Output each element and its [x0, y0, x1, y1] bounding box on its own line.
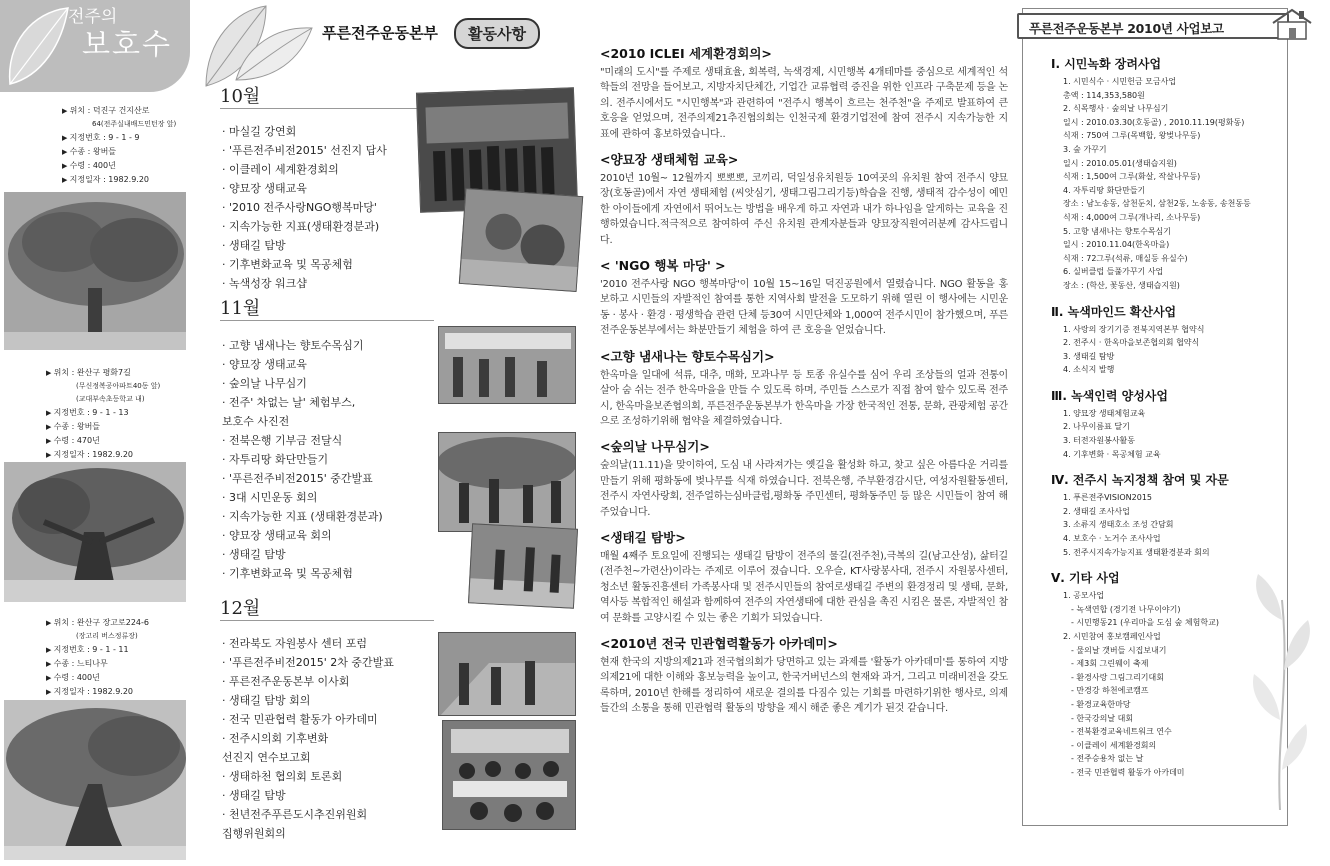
divider: [220, 320, 434, 321]
tree-info-line: ▶ 지정일자 : 1982.9.20: [62, 173, 176, 187]
tree-info-line: 64(전주실내배드민턴장 앞): [92, 120, 177, 128]
banner-title: 보호수: [82, 27, 173, 61]
activity-list-october: [222, 122, 434, 293]
report-item: 5. 고향 냄새나는 향토수목심기: [1063, 226, 1171, 236]
tree-info-line: (교대부속초등학교 내): [76, 395, 145, 403]
photo-academy: [442, 720, 576, 830]
report-item: - 환경교육한마당: [1071, 699, 1131, 709]
report-item: 1. 공모사업: [1063, 591, 1105, 601]
tree-info-line: (장고리 버스정류장): [76, 632, 138, 640]
tree-info-line: ▶ 수령 : 400년: [46, 671, 149, 685]
activity-item: · 양묘장 생태교육: [222, 358, 307, 371]
article-section: [600, 256, 1008, 339]
activity-item: · 전국 민관협력 활동가 아카데미: [222, 713, 378, 726]
activity-item: · '푸른전주비전2015' 2차 중간발표: [222, 656, 394, 669]
report-item: 4. 기후변화 · 목공체험 교육: [1063, 449, 1161, 459]
tree-info-line: ▶ 수령 : 470년: [46, 434, 160, 448]
month-heading-november: 11월: [220, 298, 261, 319]
report-section-items: [1051, 407, 1283, 461]
photo-nursery-education: [459, 188, 583, 292]
article-heading: <양묘장 생태체험 교육>: [600, 152, 739, 168]
tree-info-line: ▶ 위치 : 완산구 장고로224-6: [46, 616, 149, 630]
month-heading-october: 10월: [220, 86, 261, 107]
report-item: 장소 : 남노송동, 삼천둔치, 삼천2동, 노송동, 송천동등: [1063, 199, 1251, 209]
activity-list-november: [222, 336, 434, 583]
activity-item: · 푸른전주운동본부 이사회: [222, 675, 350, 688]
photo-eco-trail: [438, 632, 576, 716]
report-item: 3. 숲 가꾸기: [1063, 144, 1107, 154]
report-section-heading: Ⅲ. 녹색인력 양성사업: [1051, 388, 1168, 403]
tree-info-line: ▶ 위치 : 완산구 평화7길: [46, 366, 160, 380]
report-item: 3. 터전자원봉사활동: [1063, 436, 1135, 446]
tree-info-line: ▶ 지정일자 : 1982.9.20: [46, 685, 149, 699]
report-item: 일시 : 2010.05.01(생태습지원): [1063, 158, 1177, 168]
activity-item: · 생태길 탐방: [222, 789, 286, 802]
activity-item: · 양묘장 생태교육 회의: [222, 529, 332, 542]
tree-info-line: (무신정복공아파트40동 앞): [76, 382, 161, 390]
activity-item: · 자투리땅 화단만들기: [222, 453, 329, 466]
activity-section-badge: 활동사항: [454, 18, 540, 49]
activity-item: · '푸른전주비전2015' 중간발표: [222, 472, 373, 485]
house-icon: [1269, 7, 1315, 41]
report-item: 1. 푸른전주VISION2015: [1063, 493, 1152, 503]
report-item: 식재 : 1,500여 그루(화살, 작살나무등): [1063, 172, 1201, 182]
article-heading: <2010년 전국 민관협력활동가 아카데미>: [600, 635, 838, 651]
banner-subtitle: 전주의: [68, 7, 118, 27]
report-title: 푸른전주운동본부 2010년 사업보고: [1017, 13, 1289, 39]
tree-info-line: ▶ 지정번호 : 9 - 1 - 11: [46, 643, 149, 657]
report-item: - 한국강의날 대회: [1071, 713, 1134, 723]
protected-trees-column: [0, 0, 190, 866]
article-body: 현재 한국의 지방의제21과 전국협의회가 당면하고 있는 과제를 '활동가 아카데미'를 통하여 지방의제21에 대한 이해와 홍보능력을 높이고, 한국거버넌스의 현재와 과거, 그리고 미래비전을 갖도록하며, 2010년 한해를 정리하여 새로운 결의를 다짐수 있는 기회를 마련하기위한 행사로, 의제들간의 소통을 통해 민관협력 활동의 방향을 제시 해준 좋은 계기가 된것 같습니다.: [600, 656, 1008, 715]
report-item: - 전주승용차 없는 날: [1071, 754, 1144, 764]
tree-info-line: ▶ 지정일자 : 1982.9.20: [46, 448, 160, 462]
tree-info-line: ▶ 수종 : 왕버들: [46, 420, 160, 434]
article-heading: <고향 냄새나는 향토수목심기>: [600, 348, 775, 364]
activity-item: · 생태하천 협의회 토론회: [222, 770, 343, 783]
report-item: 2. 생태길 조사사업: [1063, 506, 1130, 516]
activity-item: 보호수 사진전: [222, 415, 290, 428]
photo-tree-planting: [438, 432, 576, 532]
tree-info-line: ▶ 수종 : 느티나무: [46, 657, 149, 671]
activity-item: · 생태길 탐방: [222, 239, 286, 252]
activity-item: · '2010 전주사랑NGO행복마당': [222, 201, 377, 214]
report-item: - 전국 민관협력 활동가 아카데미: [1071, 767, 1185, 777]
article-heading: <숲의날 나무심기>: [600, 439, 710, 455]
article-body: 숲의날(11.11)을 맞이하여, 도심 내 사라져가는 옛길을 활성화 하고, 찾고 싶은 아름다운 거리를 만들기 위해 평화동에 벚나무를 식재 하였습니다. 전북은행, 주부환경감시단, 여성자원활동센터, 전주시 자연사랑회, 전주얼하는심바클럽,평화동 주민센터, 평화동주민 등 많은 시민들이 참여 해 주었습니다.: [600, 460, 1008, 518]
article-body: '2010 전주사랑 NGO 행복마당'이 10월 15~16일 덕진공원에서 열렸습니다. NGO 활동을 홍보하고 시민들의 자발적인 참여를 통한 지역사회 발전을 도모하기 위해 열린 이 행사에는 시민운동 · 봉사 · 환경 · 평생학습 관련 단체 등30여 시민단체와 1,000여 전주시민이 참가했으며, 푸른전주운동본부에서는 화분만들기 체험을 하여 큰 호응을 얻었습니다.: [600, 279, 1008, 337]
report-item: 장소 : (학산, 꽃동산, 생태습지원): [1063, 280, 1180, 290]
tree-info-line: ▶ 지정번호 : 9 - 1 - 9: [62, 131, 176, 145]
month-heading-december: 12월: [220, 598, 261, 619]
article-section: [600, 150, 1008, 248]
plant-decoration-icon: [1240, 560, 1320, 810]
article-section: [600, 528, 1008, 626]
report-item: 일시 : 2010.11.04(한옥마을): [1063, 240, 1170, 250]
activity-section-title: 푸른전주운동본부: [322, 24, 438, 42]
articles-column: [600, 44, 1008, 725]
activity-item: · 양묘장 생태교육: [222, 182, 307, 195]
article-heading: <생태길 탐방>: [600, 529, 686, 545]
activity-list-december: [222, 634, 434, 843]
report-item: 3. 소류지 생태호소 조성 간담회: [1063, 520, 1174, 530]
tree-info-3: [46, 616, 149, 699]
report-item: 식재 : 4,000여 그루(개나리, 소나무등): [1063, 212, 1201, 222]
activity-item: · 고향 냄새나는 향토수목심기: [222, 339, 364, 352]
report-section-items: [1051, 323, 1283, 377]
activity-item: · 녹색성장 워크샵: [222, 277, 307, 290]
protected-trees-banner: [0, 0, 190, 92]
article-section: [600, 347, 1008, 430]
report-item: - 제3회 그린웨이 축제: [1071, 659, 1149, 669]
article-section: [600, 44, 1008, 142]
activity-item: · 전북은행 기부금 전달식: [222, 434, 343, 447]
report-section-heading: Ⅴ. 기타 사업: [1051, 571, 1120, 586]
article-heading: < 'NGO 행복 마당' >: [600, 258, 726, 274]
report-item: - 물의날 갯버들 시집보내기: [1071, 645, 1167, 655]
report-item: 총액 : 114,353,580원: [1063, 90, 1145, 100]
report-item: 6. 실버클럽 들풀가꾸기 사업: [1063, 267, 1164, 277]
report-item: 2. 전주시 · 한옥마을보존협의회 협약식: [1063, 338, 1200, 348]
activity-item: 선진지 연수보고회: [222, 751, 311, 764]
report-item: - 녹색연합 (경기전 나무이야기): [1071, 604, 1181, 614]
leaf-icon: [2, 4, 72, 88]
article-section: [600, 634, 1008, 717]
activity-item: · 전주' 차없는 날' 체험부스,: [222, 396, 356, 409]
report-item: 1. 사랑의 장기기증 전북지역본부 협약식: [1063, 324, 1205, 334]
report-item: 식재 : 72그루(석류, 매실등 유실수): [1063, 253, 1188, 263]
activity-item: · 숲의날 나무심기: [222, 377, 307, 390]
photo-ngo-festival: [438, 326, 576, 404]
report-section-heading: Ⅳ. 전주시 녹지정책 참여 및 자문: [1051, 473, 1229, 488]
photo-forest-day: [468, 523, 578, 608]
report-item: 2. 식목행사 · 숲의날 나무심기: [1063, 104, 1169, 114]
report-section-items: [1051, 75, 1283, 293]
tree-info-line: ▶ 수령 : 400년: [62, 159, 176, 173]
report-item: - 전북환경교육네트워크 연수: [1071, 727, 1172, 737]
activity-item: · 천년전주푸른도시추진위원회: [222, 808, 368, 821]
activity-item: · 3대 시민운동 회의: [222, 491, 318, 504]
report-section-heading: Ⅱ. 녹색마인드 확산사업: [1051, 304, 1177, 319]
report-item: 2. 시민참여 홍보캠페인사업: [1063, 632, 1161, 641]
article-body: 2010년 10월~ 12월까지 뽀뽀뽀, 코끼리, 덕일성유치원등 10여곳의 유치원 참여 전주시 양묘장(호동골)에서 자연 생태체험 (씨앗심기, 생태그림그리기등)학습을 진행, 생태적 감수성이 예민한 아이들에게 자연에서 뛰어노는 방법을 배우게 하고 자연과 내가 하나임을 알게하는 교육을 진행하였습니다.적극적으로 참여하여 주신 유치원 관계자분들과 양묘장직원여러분께 감사드립니다.: [600, 173, 1008, 246]
report-item: - 시민행동21 (우리마을 도심 숲 체험학교): [1071, 618, 1219, 628]
activity-item: · 생태길 탐방 회의: [222, 694, 311, 707]
report-item: 일시 : 2010.03.30(호동골) , 2010.11.19(평화동): [1063, 117, 1245, 127]
activity-item: · 지속가능한 지표(생태환경분과): [222, 220, 380, 233]
activity-item: 집행위원회의: [222, 827, 286, 840]
activity-item: · 전라북도 자원봉사 센터 포럼: [222, 637, 367, 650]
tree-info-line: ▶ 지정번호 : 9 - 1 - 13: [46, 406, 160, 420]
divider: [220, 620, 434, 621]
divider: [220, 108, 434, 109]
report-section-heading: Ⅰ. 시민녹화 장려사업: [1051, 57, 1162, 71]
leaves-decoration-icon: [196, 0, 316, 92]
article-body: 매월 4째주 토요일에 진행되는 생태길 탐방이 전주의 물길(전주천),극복의 길(남고산성), 삶터길(전주천~가련산)이라는 주제로 이루어 졌습니다. 오우슬, KT사랑봉사대, 전주시 자원봉사센터, 청소년 활동진흥센터 가족봉사대 및 전주시민들의 참여로생태길 주변의 환경정리 및 생태, 문화, 역사등 복합적인 해설과 함께하여 전주의 자연생태에 대한 관심을 촉진 시킴은 물론, 자발적인 참여 문화를 고양시킬 수 있는 좋은 기회가 되었습니다.: [600, 550, 1008, 624]
tree-info-line: ▶ 수종 : 왕버들: [62, 145, 176, 159]
activity-item: · 기후변화교육 및 목공체험: [222, 258, 353, 271]
tree-info-line: ▶ 위치 : 덕진구 건지산로: [62, 104, 176, 118]
activity-item: · '푸른전주비전2015' 선진지 답사: [222, 144, 387, 157]
activity-item: · 지속가능한 지표 (생태환경분과): [222, 510, 383, 523]
tree-info-1: [62, 104, 176, 187]
tree-info-2: [46, 366, 160, 462]
activity-item: · 마실길 강연회: [222, 125, 297, 138]
report-item: 1. 양묘장 생태체험교육: [1063, 408, 1146, 418]
report-item: 5. 전주시지속가능지표 생태환경분과 회의: [1063, 547, 1210, 557]
article-heading: <2010 ICLEI 세계환경회의>: [600, 46, 772, 61]
activity-item: · 생태길 탐방: [222, 548, 286, 561]
tree-photo-3: [4, 700, 186, 860]
activity-item: · 전주시의회 기후변화: [222, 732, 329, 745]
article-section: [600, 437, 1008, 520]
tree-photo-1: [4, 192, 186, 350]
activity-item: · 기후변화교육 및 목공체험: [222, 567, 353, 580]
article-body: "미래의 도시"를 주제로 생태효율, 회복력, 녹색경제, 시민행복 4개테마를 중심으로 세계적인 석학들의 전망을 들어보고, 지방자치단체간, 기업간 교류협력 증진을 위한 인프라 구축문제 등을 논의. 전주시에서도 "시민행복"과 관련하여 "전주시 행복이 흐르는 천주천"을 주제로 발표하여 큰 호응을 얻었으며, 전주의제21추진협의회는 인천국제 환경기업전에 참여 전주시 지속가능한 지표에 관하여 홍보하였습니다..: [600, 67, 1008, 140]
report-item: 4. 자투리땅 화단만들기: [1063, 185, 1146, 195]
report-item: 2. 나무이름표 달기: [1063, 422, 1130, 432]
report-item: 4. 소식지 발행: [1063, 365, 1115, 375]
article-body: 한옥마을 일대에 석류, 대추, 매화, 모과나무 등 토종 유실수를 심어 우리 조상들의 얼과 전통이 살아 숨 쉬는 전주 한옥마을을 만들 수 있도록 하며, 주민들 스스로가 직접 참여 할수 있도록 전주시, 한옥마을보존협의회, 푸른전주운동본부가 한옥마을 가장 한국적인 전통, 문화, 관광체험 공간으로 조성하기위해 협약을 체결하였습니다.: [600, 369, 1008, 427]
report-item: - 환경사랑 그림그리기대회: [1071, 672, 1164, 682]
report-item: - 이클레이 세계환경회의: [1071, 740, 1157, 750]
report-item: 3. 생태길 탐방: [1063, 351, 1115, 361]
report-item: 식재 : 750여 그루(목백합, 왕벚나무등): [1063, 131, 1201, 141]
report-item: 1. 시민식수 · 시민헌금 모금사업: [1063, 77, 1177, 86]
report-section-items: [1051, 491, 1283, 559]
report-item: 4. 보호수 · 노거수 조사사업: [1063, 534, 1161, 544]
tree-photo-2: [4, 462, 186, 602]
report-item: - 만경강 하천에코캠프: [1071, 686, 1149, 696]
activity-item: · 이클레이 세계환경회의: [222, 163, 339, 176]
